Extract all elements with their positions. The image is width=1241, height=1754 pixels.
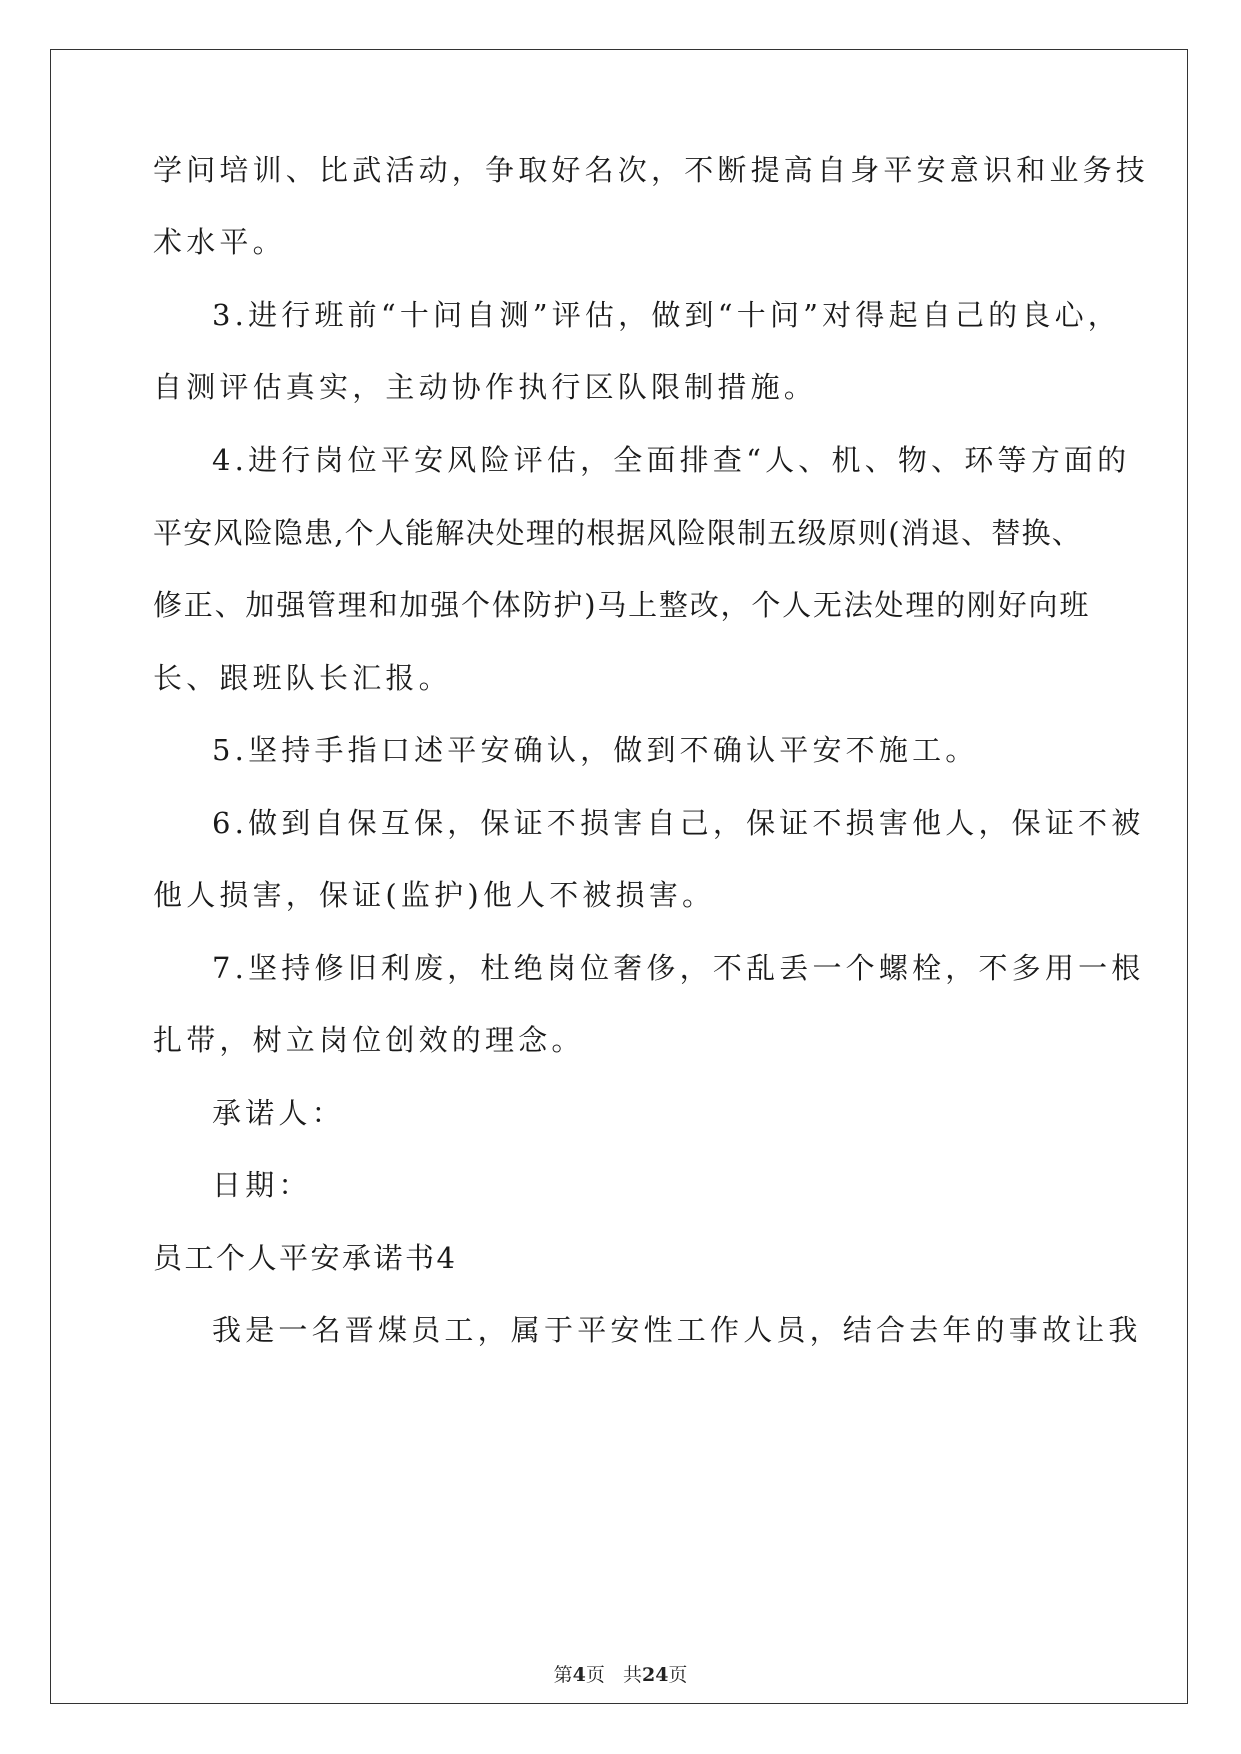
- footer-page-prefix: 第: [553, 1664, 573, 1686]
- footer-total-prefix: 共: [622, 1664, 642, 1686]
- paragraph-line: 4.进行岗位平安风险评估，全面排查“人、机、物、环等方面的: [212, 443, 1131, 477]
- paragraph-line: 长、跟班队长汇报。: [153, 661, 452, 695]
- paragraph-line: 术水平。: [153, 225, 286, 259]
- signatory-label: 承诺人：: [212, 1096, 345, 1130]
- paragraph-line: 学问培训、比武活动，争取好名次，不断提高自身平安意识和业务技: [153, 153, 1150, 187]
- paragraph-line: 3.进行班前“十问自测”评估，做到“十问”对得起自己的良心，: [212, 298, 1121, 332]
- footer-total-suffix: 页: [668, 1664, 688, 1686]
- paragraph-line: 平安风险隐患,个人能解决处理的根据风险限制五级原则(消退、替换、: [153, 516, 1082, 550]
- paragraph-line: 我是一名晋煤员工，属于平安性工作人员，结合去年的事故让我: [212, 1313, 1142, 1347]
- footer-page-suffix: 页: [585, 1664, 605, 1686]
- date-label: 日期：: [212, 1168, 312, 1202]
- page-footer: [0, 1660, 1241, 1687]
- paragraph-line: 自测评估真实，主动协作执行区队限制措施。: [153, 370, 818, 404]
- paragraph-line: 6.做到自保互保，保证不损害自己，保证不损害他人，保证不被: [212, 806, 1145, 840]
- paragraph-line: 7.坚持修旧利废，杜绝岗位奢侈，不乱丢一个螺栓，不多用一根: [212, 951, 1145, 985]
- paragraph-line: 5.坚持手指口述平安确认，做到不确认平安不施工。: [212, 733, 979, 767]
- paragraph-line: 他人损害，保证(监护)他人不被损害。: [153, 878, 716, 912]
- section-title: 员工个人平安承诺书4: [153, 1241, 458, 1275]
- paragraph-line: 扎带，树立岗位创效的理念。: [153, 1023, 585, 1057]
- paragraph-line: 修正、加强管理和加强个体防护)马上整改，个人无法处理的刚好向班: [153, 588, 1091, 622]
- footer-total-pages: 24: [641, 1664, 669, 1686]
- footer-page-number: 4: [572, 1664, 586, 1686]
